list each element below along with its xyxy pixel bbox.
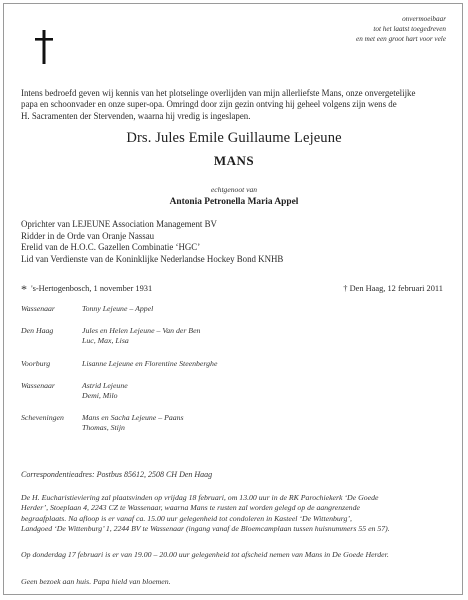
announcement-text — [21, 88, 453, 122]
family-place: Scheveningen — [21, 413, 64, 423]
function-item: Lid van Verdienste van de Koninklijke Nederlandse Hockey Bond KNHB — [21, 253, 284, 264]
death-info — [343, 284, 443, 293]
family-place: Wassenaar — [21, 380, 55, 390]
service-line: De H. Eucharistieviering zal plaatsvinden op vrijdag 18 februari, om 13.00 uur in de RK Parochiekerk ‘De Goede — [21, 493, 379, 502]
obituary-card — [3, 3, 463, 595]
family-name-line: Astrid Lejeune — [82, 380, 128, 390]
announcement-line: papa en schoonvader en onze super-opa. Omringd door zijn gezin ontving hij geheel volgens zijn wens de — [21, 99, 397, 110]
family-place: Den Haag — [21, 326, 54, 336]
closing-note: Geen bezoek aan huis. Papa hield van bloemen. — [21, 577, 171, 586]
service-line: Herder’, Stoeplaan 4, 2243 CZ te Wassenaar, waarna Mans te rusten zal worden gelegd op de aangrenzende — [21, 503, 360, 513]
family-name-line: Luc, Max, Lisa — [82, 336, 129, 346]
family-row — [21, 359, 451, 369]
motto-line: en met een groot hart voor vele — [356, 35, 446, 43]
cross-icon — [34, 30, 54, 64]
birth-info — [21, 282, 152, 297]
motto-line: onvermoeibaar — [402, 15, 446, 23]
birth-star-icon: * — [21, 282, 27, 296]
service-line: begraafplaats. Na afloop is er vanaf ca. 15.00 uur gelegenheid tot condoleren in Kasteel ‘De Wittenburg’, — [21, 513, 352, 523]
family-place: Wassenaar — [21, 304, 55, 313]
family-list — [21, 304, 451, 446]
family-name-line: Lisanne Lejeune en Florentine Steenberghe — [82, 358, 218, 368]
birth-text: 's-Hertogenbosch, 1 november 1931 — [31, 284, 153, 293]
family-names — [82, 413, 184, 433]
function-item: Oprichter van LEJEUNE Association Management BV — [21, 219, 217, 229]
correspondence-address: Correspondentieadres: Postbus 85612, 2508 CH Den Haag — [21, 470, 213, 479]
family-row — [21, 413, 451, 433]
spouse-name: Antonia Petronella Maria Appel — [169, 197, 299, 207]
motto-line: tot het laatst toegedreven — [373, 25, 446, 33]
family-names — [82, 304, 153, 314]
deceased-nickname: MANS — [213, 153, 255, 168]
functions-list — [21, 219, 451, 265]
family-name-line: Demi, Milo — [82, 391, 118, 401]
announcement-line: Intens bedroefd geven wij kennis van het plotselinge overlijden van mijn allerliefste Mans, onze onvergetelijke — [21, 88, 416, 98]
family-place: Voorburg — [21, 358, 51, 368]
family-name-line: Thomas, Stijn — [82, 423, 125, 433]
family-name-line: Jules en Helen Lejeune – Van der Ben — [82, 326, 201, 336]
visitation-info: Op donderdag 17 februari is er van 19.00 – 20.00 uur gelegenheid tot afscheid nemen van Mans in De Goede Herder. — [21, 550, 389, 559]
death-text: Den Haag, 12 februari 2011 — [349, 284, 443, 293]
family-names — [82, 326, 200, 346]
function-item: Erelid van de H.O.C. Gazellen Combinatie ‘HGC’ — [21, 242, 201, 253]
family-row — [21, 326, 451, 346]
death-cross-icon: † — [343, 284, 348, 293]
family-name-line: Tonny Lejeune – Appel — [82, 304, 154, 313]
service-line: Landgoed ‘De Wittenburg’ 1, 2244 BV te Wassenaar (ingang vanaf de Bloemcamplaan tussen huisnummers 55 en 57). — [21, 524, 390, 534]
family-row — [21, 304, 451, 314]
announcement-line: H. Sacramenten der Stervenden, waarna hij vredig is ingeslapen. — [21, 110, 251, 121]
family-names — [82, 359, 217, 369]
spouse-label: echtgenoot van — [210, 185, 258, 194]
function-item: Ridder in de Orde van Oranje Nassau — [21, 230, 155, 241]
service-details — [21, 493, 453, 535]
motto — [356, 14, 446, 44]
family-name-line: Mans en Sacha Lejeune – Paans — [82, 413, 184, 423]
deceased-full-name: Drs. Jules Emile Guillaume Lejeune — [126, 130, 342, 146]
family-names — [82, 381, 128, 401]
family-row — [21, 381, 451, 401]
